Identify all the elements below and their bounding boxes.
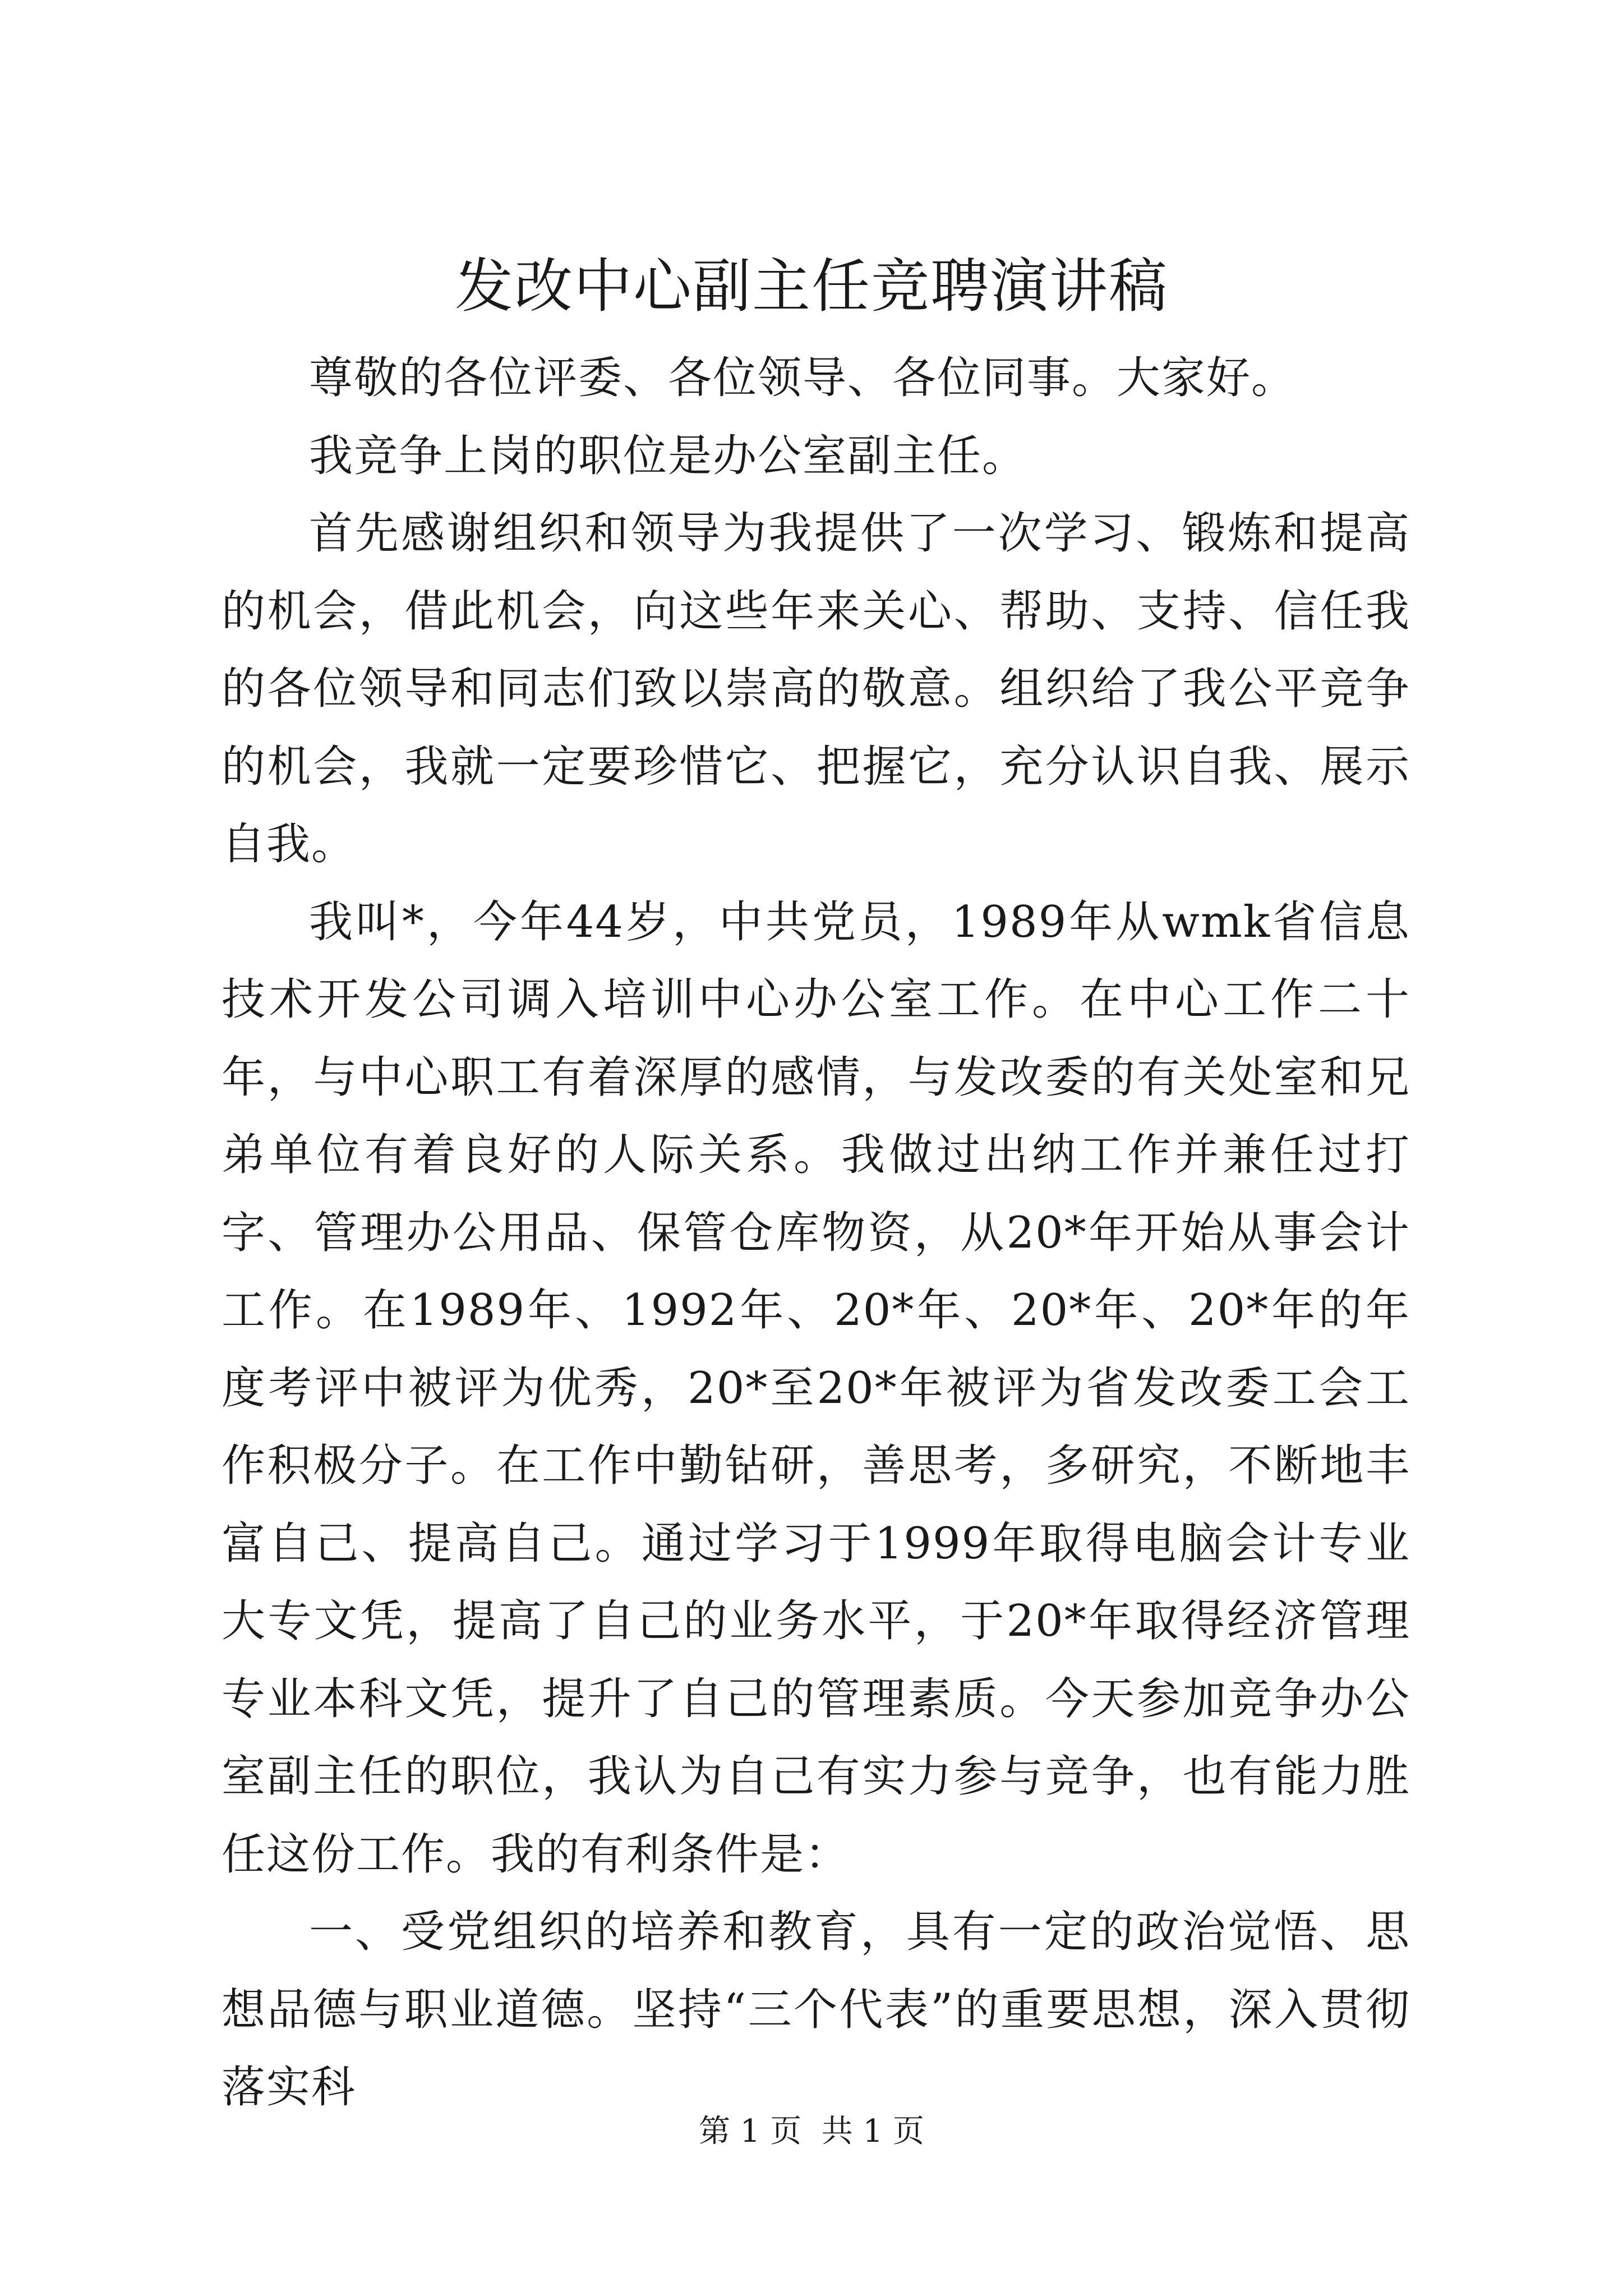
condition-one-paragraph: 一、受党组织的培养和教育，具有一定的政治觉悟、思想品德与职业道德。坚持“三个代表”的重要思想，深入贯彻落实科: [222, 1907, 1410, 2113]
page-footer: [0, 2109, 1623, 2154]
page-number-label: 第 1 页 共 1 页: [698, 2113, 925, 2150]
document-body: [222, 339, 1410, 2127]
greeting-paragraph: 尊敬的各位评委、各位领导、各位同事。大家好。: [309, 353, 1297, 403]
document-title: 发改中心副主任竞聘演讲稿: [454, 252, 1168, 320]
thanks-paragraph: 首先感谢组织和领导为我提供了一次学习、锻炼和提高的机会，借此机会，向这些年来关心、帮助、支持、信任我的各位领导和同志们致以崇高的敬意。组织给了我公平竞争的机会，我就一定要珍惜它、把握它，充分认识自我、展示自我。: [222, 508, 1410, 869]
position-paragraph: 我竞争上岗的职位是办公室副主任。: [309, 430, 1027, 481]
self-introduction-paragraph: 我叫*，今年44岁，中共党员，1989年从wmk省信息技术开发公司调入培训中心办公室工作。在中心工作二十年，与中心职工有着深厚的感情，与发改委的有关处室和兄弟单位有着良好的人际关系。我做过出纳工作并兼任过打字、管理办公用品、保管仓库物资，从20*年开始从事会计工作。在1989年、1992年、20*年、20*年、20*年的年度考评中被评为优秀，20*至20*年被评为省发改委工会工作积极分子。在工作中勤钻研，善思考，多研究，不断地丰富自己、提高自己。通过学习于1999年取得电脑会计专业大专文凭，提高了自己的业务水平，于20*年取得经济管理专业本科文凭，提升了自己的管理素质。今天参加竞争办公室副主任的职位，我认为自己有实力参与竞争，也有能力胜任这份工作。我的有利条件是：: [222, 896, 1410, 1880]
